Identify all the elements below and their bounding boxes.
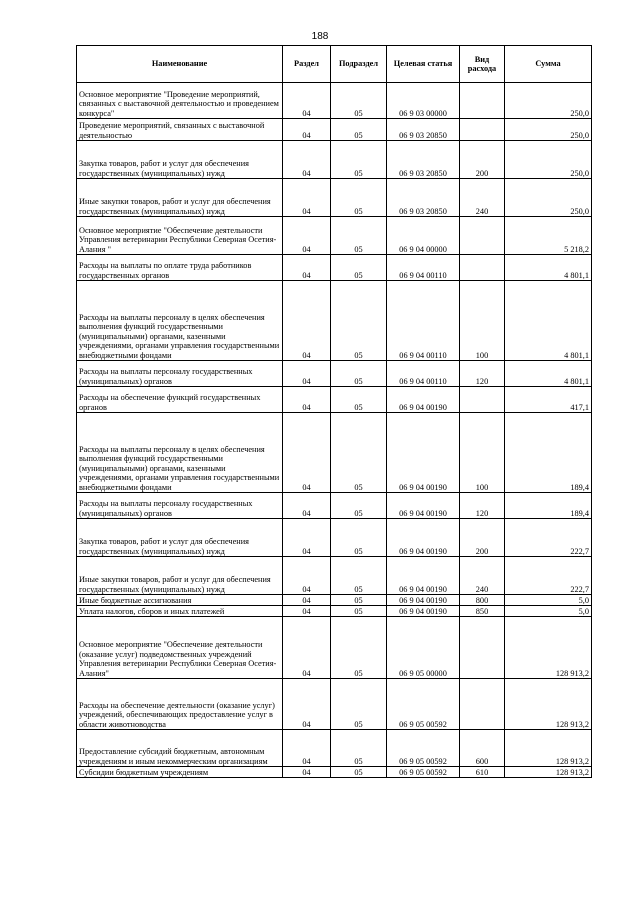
row-name: Иные закупки товаров, работ и услуг для обеспечения государственных (муниципальных) нужд — [77, 179, 283, 217]
row-sum: 222,7 — [505, 519, 592, 557]
row-type — [460, 255, 505, 281]
row-section: 04 — [283, 179, 331, 217]
table-row — [77, 519, 592, 557]
row-target: 06 9 04 00190 — [387, 519, 460, 557]
row-target: 06 9 05 00000 — [387, 617, 460, 679]
row-name: Основное мероприятие "Проведение мероприятий, связанных с выставочной деятельностью и проведением конкурса" — [77, 83, 283, 119]
row-section: 04 — [283, 730, 331, 767]
row-section: 04 — [283, 519, 331, 557]
row-subsection: 05 — [331, 119, 387, 141]
row-section: 04 — [283, 767, 331, 778]
table-row — [77, 255, 592, 281]
row-sum: 128 913,2 — [505, 679, 592, 730]
row-target: 06 9 03 20850 — [387, 141, 460, 179]
table-row — [77, 179, 592, 217]
table-row — [77, 493, 592, 519]
row-section: 04 — [283, 387, 331, 413]
row-name: Уплата налогов, сборов и иных платежей — [77, 606, 283, 617]
row-name: Проведение мероприятий, связанных с выставочной деятельностью — [77, 119, 283, 141]
table-row — [77, 606, 592, 617]
row-name: Основное мероприятие "Обеспечение деятельности Управления ветеринарии Республики Северная Осетия-Алания " — [77, 217, 283, 255]
budget-table — [76, 45, 592, 778]
row-name: Закупка товаров, работ и услуг для обеспечения государственных (муниципальных) нужд — [77, 519, 283, 557]
header-name: Наименование — [77, 46, 283, 83]
row-name: Расходы на выплаты персоналу в целях обеспечения выполнения функций государственными (муниципальными) органами, казенными учреждениями, органами управления государственными внебюджетными фондами — [77, 281, 283, 361]
row-section: 04 — [283, 217, 331, 255]
row-subsection: 05 — [331, 767, 387, 778]
row-subsection: 05 — [331, 387, 387, 413]
row-subsection: 05 — [331, 361, 387, 387]
table-row — [77, 679, 592, 730]
row-sum: 189,4 — [505, 493, 592, 519]
row-type: 200 — [460, 519, 505, 557]
table-row — [77, 281, 592, 361]
row-type: 120 — [460, 361, 505, 387]
row-sum: 250,0 — [505, 141, 592, 179]
row-name: Закупка товаров, работ и услуг для обеспечения государственных (муниципальных) нужд — [77, 141, 283, 179]
table-row — [77, 413, 592, 493]
table-header-row — [77, 46, 592, 83]
row-target: 06 9 04 00190 — [387, 493, 460, 519]
row-type: 240 — [460, 179, 505, 217]
row-name: Субсидии бюджетным учреждениям — [77, 767, 283, 778]
row-section: 04 — [283, 361, 331, 387]
row-subsection: 05 — [331, 217, 387, 255]
row-sum: 189,4 — [505, 413, 592, 493]
row-subsection: 05 — [331, 255, 387, 281]
header-sum: Сумма — [505, 46, 592, 83]
row-target: 06 9 04 00190 — [387, 557, 460, 595]
row-target: 06 9 03 20850 — [387, 119, 460, 141]
row-target: 06 9 04 00190 — [387, 413, 460, 493]
row-sum: 128 913,2 — [505, 617, 592, 679]
row-type: 850 — [460, 606, 505, 617]
row-name: Основное мероприятие "Обеспечение деятельности (оказание услуг) подведомственных учреждений Управления ветеринарии Республики Северная Осетия-Алания" — [77, 617, 283, 679]
row-type: 600 — [460, 730, 505, 767]
row-sum: 250,0 — [505, 119, 592, 141]
row-name: Расходы на обеспечение функций государственных органов — [77, 387, 283, 413]
row-target: 06 9 04 00190 — [387, 606, 460, 617]
row-type — [460, 217, 505, 255]
table-row — [77, 119, 592, 141]
row-target: 06 9 04 00110 — [387, 281, 460, 361]
row-subsection: 05 — [331, 557, 387, 595]
row-subsection: 05 — [331, 679, 387, 730]
row-type — [460, 83, 505, 119]
row-section: 04 — [283, 83, 331, 119]
table-row — [77, 83, 592, 119]
row-name: Расходы на выплаты персоналу в целях обеспечения выполнения функций государственными (муниципальными) органами, казенными учреждениями, органами управления государственными внебюджетными фондами — [77, 413, 283, 493]
row-type — [460, 679, 505, 730]
row-sum: 250,0 — [505, 83, 592, 119]
row-type — [460, 119, 505, 141]
header-section: Раздел — [283, 46, 331, 83]
table-row — [77, 617, 592, 679]
row-section: 04 — [283, 679, 331, 730]
row-sum: 250,0 — [505, 179, 592, 217]
row-sum: 5,0 — [505, 606, 592, 617]
row-type: 800 — [460, 595, 505, 606]
row-sum: 128 913,2 — [505, 730, 592, 767]
row-sum: 4 801,1 — [505, 281, 592, 361]
page-number: 188 — [311, 31, 329, 42]
row-sum: 4 801,1 — [505, 361, 592, 387]
row-target: 06 9 05 00592 — [387, 767, 460, 778]
row-subsection: 05 — [331, 617, 387, 679]
row-section: 04 — [283, 595, 331, 606]
row-section: 04 — [283, 493, 331, 519]
row-subsection: 05 — [331, 179, 387, 217]
table-row — [77, 595, 592, 606]
row-name: Иные закупки товаров, работ и услуг для обеспечения государственных (муниципальных) нужд — [77, 557, 283, 595]
row-subsection: 05 — [331, 83, 387, 119]
row-section: 04 — [283, 606, 331, 617]
row-name: Расходы на выплаты по оплате труда работников государственных органов — [77, 255, 283, 281]
row-type: 200 — [460, 141, 505, 179]
row-type — [460, 617, 505, 679]
row-name: Иные бюджетные ассигнования — [77, 595, 283, 606]
table-row — [77, 767, 592, 778]
row-target: 06 9 03 00000 — [387, 83, 460, 119]
row-type — [460, 387, 505, 413]
table-row — [77, 361, 592, 387]
row-sum: 5,0 — [505, 595, 592, 606]
table-row — [77, 730, 592, 767]
row-type: 240 — [460, 557, 505, 595]
row-name: Расходы на выплаты персоналу государственных (муниципальных) органов — [77, 361, 283, 387]
row-section: 04 — [283, 557, 331, 595]
header-target: Целевая статья — [387, 46, 460, 83]
row-section: 04 — [283, 255, 331, 281]
table-row — [77, 217, 592, 255]
row-subsection: 05 — [331, 281, 387, 361]
header-type: Вид расхода — [460, 46, 505, 83]
row-target: 06 9 04 00190 — [387, 387, 460, 413]
row-subsection: 05 — [331, 519, 387, 557]
row-section: 04 — [283, 617, 331, 679]
row-subsection: 05 — [331, 493, 387, 519]
row-section: 04 — [283, 141, 331, 179]
row-subsection: 05 — [331, 730, 387, 767]
row-target: 06 9 04 00190 — [387, 595, 460, 606]
row-target: 06 9 05 00592 — [387, 679, 460, 730]
row-sum: 128 913,2 — [505, 767, 592, 778]
row-subsection: 05 — [331, 606, 387, 617]
row-subsection: 05 — [331, 595, 387, 606]
table-row — [77, 557, 592, 595]
row-name: Предоставление субсидий бюджетным, автономным учреждениям и иным некоммерческим организациям — [77, 730, 283, 767]
header-subsection: Подраздел — [331, 46, 387, 83]
row-section: 04 — [283, 413, 331, 493]
row-type: 100 — [460, 281, 505, 361]
row-target: 06 9 03 20850 — [387, 179, 460, 217]
row-name: Расходы на выплаты персоналу государственных (муниципальных) органов — [77, 493, 283, 519]
row-subsection: 05 — [331, 141, 387, 179]
row-type: 100 — [460, 413, 505, 493]
row-sum: 222,7 — [505, 557, 592, 595]
row-sum: 4 801,1 — [505, 255, 592, 281]
row-subsection: 05 — [331, 413, 387, 493]
row-sum: 5 218,2 — [505, 217, 592, 255]
row-sum: 417,1 — [505, 387, 592, 413]
row-target: 06 9 05 00592 — [387, 730, 460, 767]
row-section: 04 — [283, 119, 331, 141]
table-row — [77, 387, 592, 413]
row-type: 120 — [460, 493, 505, 519]
row-section: 04 — [283, 281, 331, 361]
row-name: Расходы на обеспечение деятельности (оказание услуг) учреждений, обеспечивающих предоставление услуг в области животноводства — [77, 679, 283, 730]
row-type: 610 — [460, 767, 505, 778]
row-target: 06 9 04 00000 — [387, 217, 460, 255]
row-target: 06 9 04 00110 — [387, 361, 460, 387]
row-target: 06 9 04 00110 — [387, 255, 460, 281]
table-row — [77, 141, 592, 179]
